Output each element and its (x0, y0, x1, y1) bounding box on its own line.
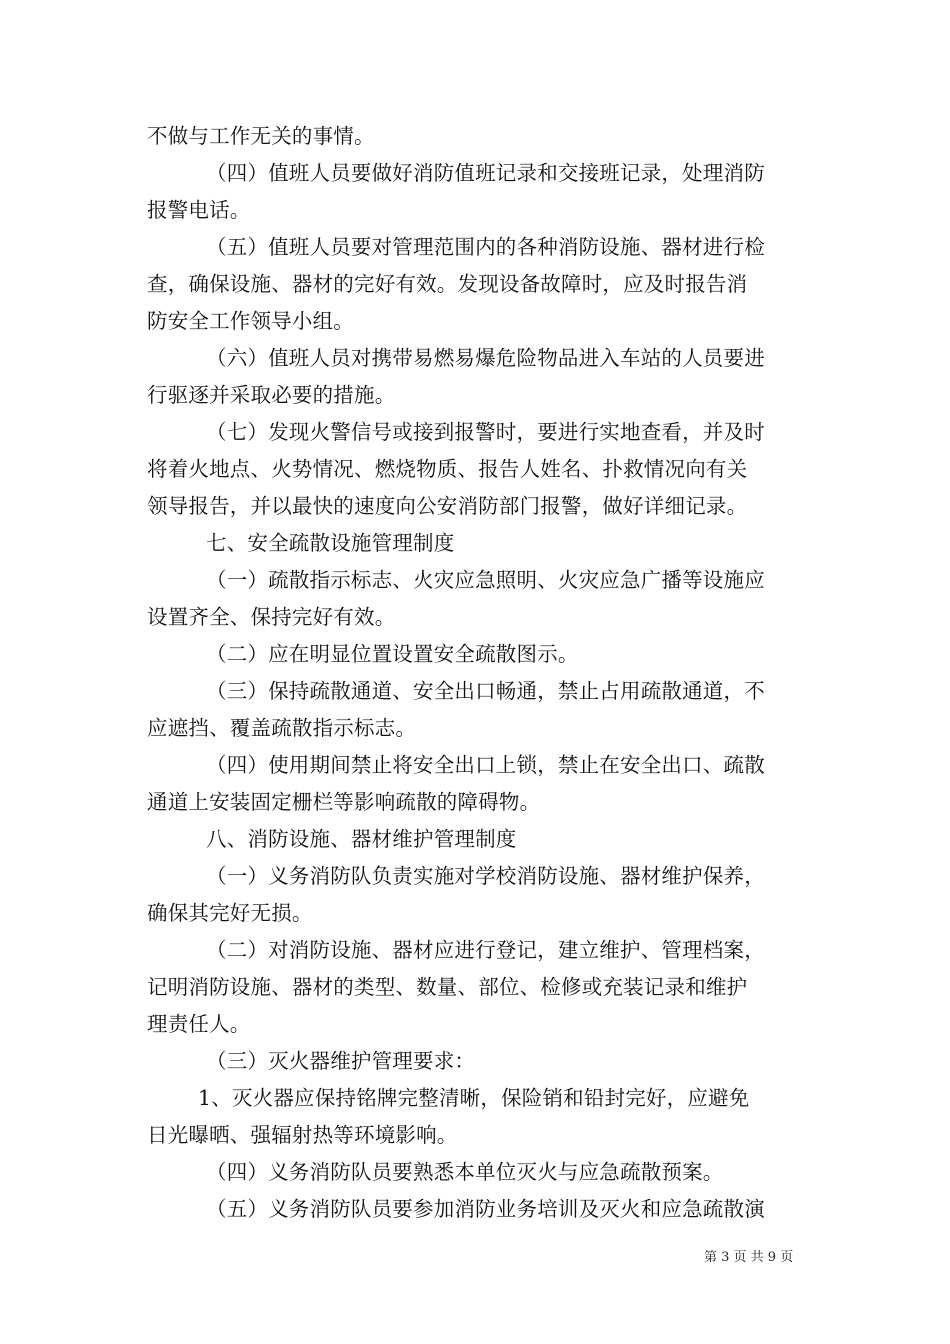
text-line: 将着火地点、火势情况、燃烧物质、报告人姓名、扑救情况向有关 (147, 457, 748, 481)
text-line: （七）发现火警信号或接到报警时，要进行实地查看，并及时 (206, 420, 765, 444)
text-line: （五）值班人员要对管理范围内的各种消防设施、器材进行检 (206, 235, 765, 259)
text-line: 应遮挡、覆盖疏散指示标志。 (147, 716, 417, 740)
text-line: （三）保持疏散通道、安全出口畅通，禁止占用疏散通道，不 (206, 679, 765, 703)
text-line: （一）义务消防队负责实施对学校消防设施、器材维护保养， (206, 864, 765, 888)
text-line: 防安全工作领导小组。 (147, 309, 354, 333)
text-line: 领导报告，并以最快的速度向公安消防部门报警，做好详细记录。 (147, 494, 748, 518)
text-line: 确保其完好无损。 (147, 901, 313, 925)
section-heading: 七、安全疏散设施管理制度 (206, 531, 455, 555)
text-line: （五）义务消防队员要参加消防业务培训及灭火和应急疏散演 (206, 1197, 765, 1221)
section-heading: 八、消防设施、器材维护管理制度 (206, 827, 517, 851)
text-line: 查，确保设施、器材的完好有效。发现设备故障时，应及时报告消 (147, 272, 748, 296)
text-line: （四）使用期间禁止将安全出口上锁，禁止在安全出口、疏散 (206, 753, 765, 777)
page-number: 第 3 页 共 9 页 (704, 1250, 794, 1265)
text-line: 行驱逐并采取必要的措施。 (147, 383, 396, 407)
text-line: 理责任人。 (147, 1012, 251, 1036)
text-line: （二）应在明显位置设置安全疏散图示。 (206, 642, 579, 666)
text-line: （二）对消防设施、器材应进行登记，建立维护、管理档案， (206, 938, 765, 962)
text-line: 记明消防设施、器材的类型、数量、部位、检修或充装记录和维护 (147, 975, 748, 999)
text-line: （三）灭火器维护管理要求： (206, 1049, 476, 1073)
text-line: 1、灭火器应保持铭牌完整清晰，保险销和铅封完好，应避免 (198, 1086, 750, 1110)
text-line: 通道上安装固定栅栏等影响疏散的障碍物。 (147, 790, 541, 814)
text-line: （四）值班人员要做好消防值班记录和交接班记录，处理消防 (206, 161, 765, 185)
text-line: （一）疏散指示标志、火灾应急照明、火灾应急广播等设施应 (206, 568, 765, 592)
text-line: 日光曝晒、强辐射热等环境影响。 (147, 1123, 458, 1147)
text-line: 报警电话。 (147, 198, 251, 222)
text-line: （四）义务消防队员要熟悉本单位灭火与应急疏散预案。 (206, 1160, 724, 1184)
text-line: 不做与工作无关的事情。 (147, 124, 375, 148)
text-line: 设置齐全、保持完好有效。 (147, 605, 396, 629)
text-line: （六）值班人员对携带易燃易爆危险物品进入车站的人员要进 (206, 346, 765, 370)
